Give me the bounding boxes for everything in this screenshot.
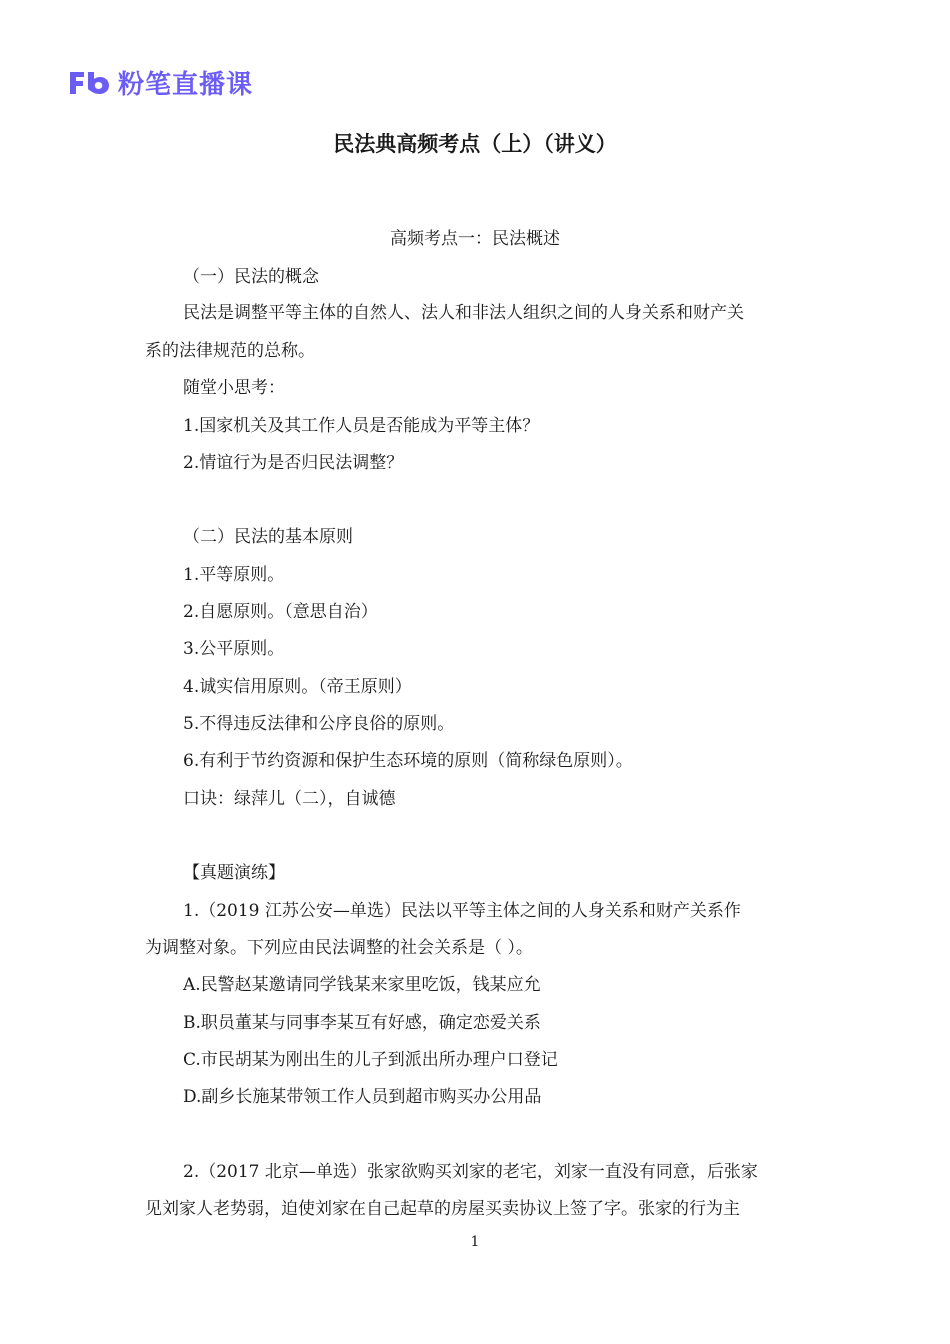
- principle-item: 2.自愿原则。（意思自治）: [183, 602, 378, 622]
- question-2: 2.（2017 北京—单选）张家欲购买刘家的老宅，刘家一直没有同意，后张家: [183, 1162, 758, 1182]
- principle-item: 1.平等原则。: [183, 565, 285, 585]
- definition-text-continued: 系的法律规范的总称。: [145, 341, 315, 361]
- subsection-heading-concept: （一）民法的概念: [183, 267, 319, 287]
- think-heading: 随堂小思考：: [183, 378, 285, 398]
- think-question: 1.国家机关及其工作人员是否能成为平等主体？: [183, 416, 540, 436]
- fb-logo-icon: [68, 69, 112, 97]
- think-question: 2.情谊行为是否归民法调整？: [183, 453, 404, 473]
- document-title: 民法典高频考点（上）（讲义）: [333, 131, 617, 156]
- answer-option: B.职员董某与同事李某互有好感，确定恋爱关系: [183, 1013, 541, 1033]
- principle-item: 3.公平原则。: [183, 639, 285, 659]
- question-1: 1.（2019 江苏公安—单选）民法以平等主体之间的人身关系和财产关系作: [183, 901, 741, 921]
- principle-item: 4.诚实信用原则。（帝王原则）: [183, 677, 412, 697]
- principle-item: 6.有利于节约资源和保护生态环境的原则（简称绿色原则）。: [183, 751, 633, 771]
- brand-name: 粉笔直播课: [118, 70, 254, 100]
- answer-option: D.副乡长施某带领工作人员到超市购买办公用品: [183, 1087, 542, 1107]
- question-2-continued: 见刘家人老势弱，迫使刘家在自己起草的房屋买卖协议上签了字。张家的行为主: [145, 1199, 740, 1219]
- page-number: 1: [470, 1234, 480, 1250]
- brand-logo: [68, 64, 253, 101]
- exercise-heading: 【真题演练】: [183, 863, 285, 883]
- section-title: 高频考点一：民法概述: [390, 229, 560, 249]
- answer-option: C.市民胡某为刚出生的儿子到派出所办理户口登记: [183, 1050, 558, 1070]
- question-1-continued: 为调整对象。下列应由民法调整的社会关系是（ ）。: [145, 938, 533, 958]
- subsection-heading-principles: （二）民法的基本原则: [183, 527, 353, 547]
- definition-text: 民法是调整平等主体的自然人、法人和非法人组织之间的人身关系和财产关: [183, 303, 744, 323]
- answer-option: A.民警赵某邀请同学钱某来家里吃饭，钱某应允: [183, 975, 541, 995]
- principle-item: 5.不得违反法律和公序良俗的原则。: [183, 714, 455, 734]
- mnemonic: 口诀：绿萍儿（二），自诚德: [183, 789, 396, 809]
